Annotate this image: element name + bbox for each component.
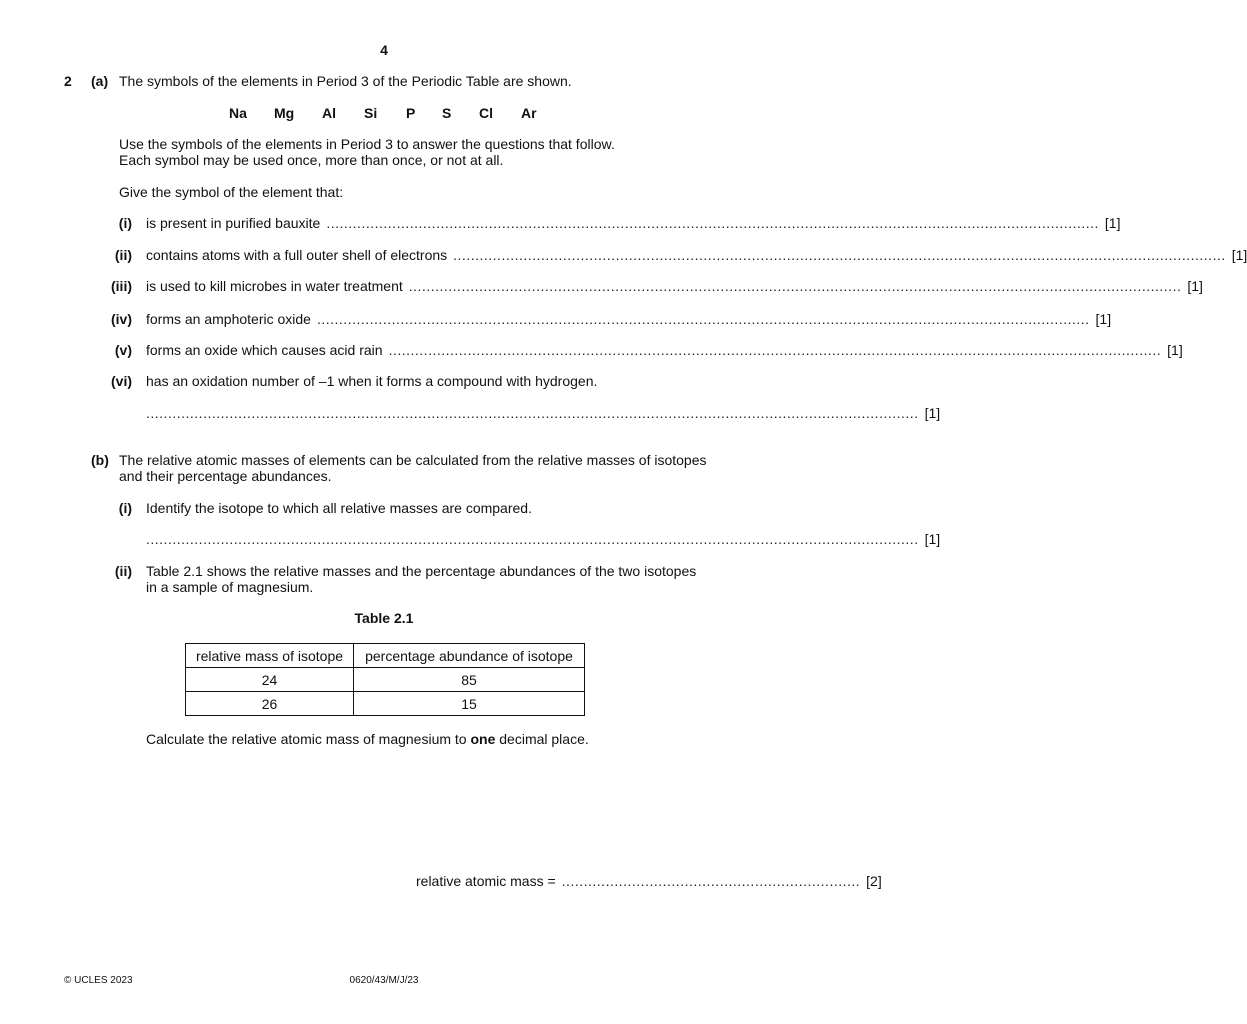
table-header-row (186, 644, 585, 668)
item-i-text: is present in purified bauxite (146, 215, 321, 231)
answer-line-iii[interactable]: ................................................................................................................................................................................ (408, 278, 1182, 294)
table-cell-mass: 24 (186, 668, 354, 692)
table-row (186, 692, 585, 716)
symbol-al: Al (322, 105, 336, 121)
item-vi-text: has an oxidation number of –1 when it forms a compound with hydrogen. (146, 373, 598, 389)
marks-iii: [1] (1187, 278, 1203, 294)
answer-line-iv[interactable]: ................................................................................................................................................................................ (316, 311, 1090, 327)
element-symbols-row (229, 105, 545, 121)
answer-line-vi[interactable]: ................................................................................................................................................................................ (146, 405, 919, 421)
part-b-intro-2: and their percentage abundances. (119, 468, 332, 484)
table-header-mass: relative mass of isotope (186, 644, 354, 668)
part-b-item-i-label: (i) (118, 500, 132, 516)
symbol-na: Na (229, 105, 247, 121)
answer-line-ii[interactable]: ................................................................................................................................................................................ (453, 247, 1226, 263)
table-header-abundance: percentage abundance of isotope (354, 644, 585, 668)
item-iii-label: (iii) (111, 278, 132, 294)
answer-row-relative-atomic-mass (416, 873, 882, 889)
item-iv-label: (iv) (111, 311, 132, 327)
calc-text-pre: Calculate the relative atomic mass of magnesium to (146, 731, 471, 747)
item-ii-text: contains atoms with a full outer shell of electrons (146, 247, 448, 263)
item-v-text: forms an oxide which causes acid rain (146, 342, 383, 358)
part-b-item-ii-label: (ii) (114, 563, 132, 579)
table-cell-abundance: 85 (354, 668, 585, 692)
footer-paper-code: 0620/43/M/J/23 (349, 975, 419, 986)
item-iv-text: forms an amphoteric oxide (146, 311, 311, 327)
marks-iv: [1] (1095, 311, 1112, 327)
table-cell-mass: 26 (186, 692, 354, 716)
part-a-intro: The symbols of the elements in Period 3 of the Periodic Table are shown. (119, 73, 572, 89)
item-v-label: (v) (114, 342, 132, 358)
symbol-cl: Cl (479, 105, 493, 121)
calculation-instruction (146, 731, 589, 747)
instruction-prompt: Give the symbol of the element that: (119, 184, 344, 200)
marks-b-ii: [2] (866, 873, 882, 889)
item-i-label: (i) (118, 215, 132, 231)
answer-row-ii (146, 247, 1247, 263)
answer-row-i (146, 215, 1121, 231)
calc-text-bold: one (470, 731, 496, 747)
answer-line-i[interactable]: ................................................................................................................................................................................ (326, 215, 1099, 231)
marks-b-i: [1] (924, 531, 941, 547)
item-vi-label: (vi) (111, 373, 132, 389)
symbol-ar: Ar (521, 105, 537, 121)
isotope-table (185, 643, 585, 716)
instruction-line-2: Each symbol may be used once, more than once, or not at all. (119, 152, 504, 168)
answer-row-iv (146, 311, 1112, 327)
part-b-item-ii-text-2: in a sample of magnesium. (146, 579, 314, 595)
part-a-label: (a) (91, 73, 109, 89)
symbol-s: S (442, 105, 452, 121)
marks-vi: [1] (924, 405, 941, 421)
answer-row-iii (146, 278, 1203, 294)
marks-v: [1] (1167, 342, 1183, 358)
item-iii-text: is used to kill microbes in water treatment (146, 278, 403, 294)
table-cell-abundance: 15 (354, 692, 585, 716)
part-b-item-i-text: Identify the isotope to which all relative masses are compared. (146, 500, 532, 516)
page-number: 4 (380, 42, 388, 58)
marks-i: [1] (1104, 215, 1121, 231)
answer-row-v (146, 342, 1183, 358)
answer-row-b-i (146, 531, 941, 547)
table-title: Table 2.1 (354, 610, 414, 626)
item-ii-label: (ii) (114, 247, 132, 263)
footer-copyright: © UCLES 2023 (64, 975, 133, 986)
calc-text-post: decimal place. (495, 731, 589, 747)
answer-line-v[interactable]: ................................................................................................................................................................................ (388, 342, 1162, 358)
instruction-line-1: Use the symbols of the elements in Period 3 to answer the questions that follow. (119, 136, 615, 152)
part-b-item-ii-text-1: Table 2.1 shows the relative masses and the percentage abundances of the two isotopes (146, 563, 697, 579)
answer-row-vi (146, 405, 941, 421)
symbol-mg: Mg (274, 105, 295, 121)
marks-ii: [1] (1231, 247, 1247, 263)
symbol-si: Si (364, 105, 378, 121)
answer-line-relative-atomic-mass[interactable]: .................................................................... (561, 873, 861, 889)
question-number: 2 (64, 73, 72, 89)
part-b-intro-1: The relative atomic masses of elements can be calculated from the relative masses of isotopes (119, 452, 707, 468)
answer-line-b-i[interactable]: ................................................................................................................................................................................ (146, 531, 919, 547)
answer-label-relative-atomic-mass: relative atomic mass = (416, 873, 556, 889)
part-b-label: (b) (91, 452, 109, 468)
table-row (186, 668, 585, 692)
symbol-p: P (406, 105, 416, 121)
